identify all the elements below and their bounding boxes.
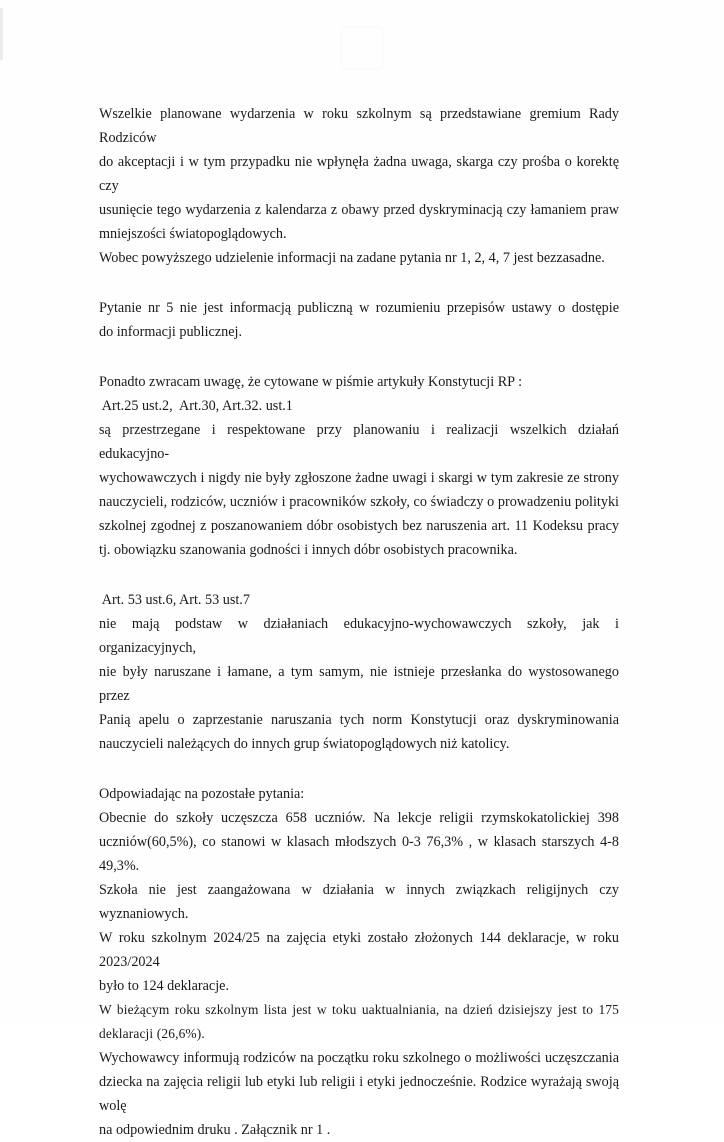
text-line: deklaracji (26,6%). xyxy=(99,1026,205,1041)
text-line: Wszelkie planowane wydarzenia w roku szkolnym są przedstawiane gremium Rady Rodziców xyxy=(99,106,619,146)
text-line: nie były naruszane i łamane, a tym samym, nie istnieje przesłanka do wystosowanego przez xyxy=(99,664,619,704)
text-line: na odpowiednim druku . Załącznik nr 1 . xyxy=(99,1122,331,1138)
text-line: nie mają podstaw w działaniach edukacyjno-wychowawczych szkoły, jak i organizacyjnych, xyxy=(99,616,619,656)
text-line: Pytanie nr 5 nie jest informacją publiczną w rozumieniu przepisów ustawy o dostępie xyxy=(99,300,619,316)
text-line: do informacji publicznej. xyxy=(99,324,243,340)
text-line: Szkoła nie jest zaangażowana w działania w innych związkach religijnych czy wyznaniowych. xyxy=(99,882,619,922)
paragraph-questions-unfounded xyxy=(99,246,619,270)
text-line: Ponadto zwracam uwagę, że cytowane w piśmie artykuły Konstytucji RP : xyxy=(99,374,523,390)
paragraph-art-53 xyxy=(99,588,619,756)
text-line: było to 124 deklaracje. xyxy=(99,978,230,994)
article-list: Art.25 ust.2, Art.30, Art.32. ust.1 xyxy=(99,398,293,414)
faint-scan-artifact xyxy=(340,26,384,70)
text-line: są przestrzegane i respektowane przy planowaniu i realizacji wszelkich działań edukacyjno- xyxy=(99,422,619,462)
text-line: Wobec powyższego udzielenie informacji na zadane pytania nr 1, 2, 4, 7 jest bezzasadne. xyxy=(99,250,605,266)
text-line: Wychowawcy informują rodziców na początku roku szkolnego o możliwości uczęszczania xyxy=(99,1050,619,1066)
text-line: dziecka na zajęcia religii lub etyki lub religii i etyki jednocześnie. Rodzice wyrażają swoją wolę xyxy=(99,1074,619,1114)
text-line: Panią apelu o zaprzestanie naruszania tych norm Konstytucji oraz dyskryminowania xyxy=(99,712,619,728)
text-line: uczniów(60,5%), co stanowi w klasach młodszych 0-3 76,3% , w klasach starszych 4-8 49,3%. xyxy=(99,834,619,874)
text-line: nauczycieli, rodziców, uczniów i pracowników szkoły, co świadczy o prowadzeniu polityki xyxy=(99,494,619,510)
text-line: szkolnej zgodnej z poszanowaniem dóbr osobistych bez naruszenia art. 11 Kodeksu pracy xyxy=(99,518,619,534)
text-line: tj. obowiązku szanowania godności i innych dóbr osobistych pracownika. xyxy=(99,542,518,558)
text-line: mniejszości światopoglądowych. xyxy=(99,226,287,242)
text-line: W bieżącym roku szkolnym lista jest w toku uaktualniania, na dzień dzisiejszy jest to 175 xyxy=(99,1002,619,1017)
paragraph-constitution xyxy=(99,370,619,562)
text-line: Obecnie do szkoły uczęszcza 658 uczniów. Na lekcje religii rzymskokatolickiej 398 xyxy=(99,810,619,826)
paragraph-question-5 xyxy=(99,296,619,344)
text-line: nauczycieli należących do innych grup światopoglądowych niż katolicy. xyxy=(99,736,510,752)
scan-edge-mark xyxy=(0,8,3,60)
text-line: usunięcie tego wydarzenia z kalendarza z obawy przed dyskryminacją czy łamaniem praw xyxy=(99,202,619,218)
paragraph-remaining-answers xyxy=(99,782,619,1142)
text-line: W roku szkolnym 2024/25 na zajęcia etyki zostało złożonych 144 deklaracje, w roku 2023/2024 xyxy=(99,930,619,970)
text-line: do akceptacji i w tym przypadku nie wpłynęła żadna uwaga, skarga czy prośba o korektę czy xyxy=(99,154,619,194)
section-heading: Odpowiadając na pozostałe pytania: xyxy=(99,786,305,802)
article-list: Art. 53 ust.6, Art. 53 ust.7 xyxy=(99,592,250,608)
paragraph-events-approval xyxy=(99,102,619,246)
text-line: wychowawczych i nigdy nie były zgłoszone żadne uwagi i skargi w tym zakresie ze strony xyxy=(99,470,619,486)
letter-body xyxy=(99,100,619,1142)
